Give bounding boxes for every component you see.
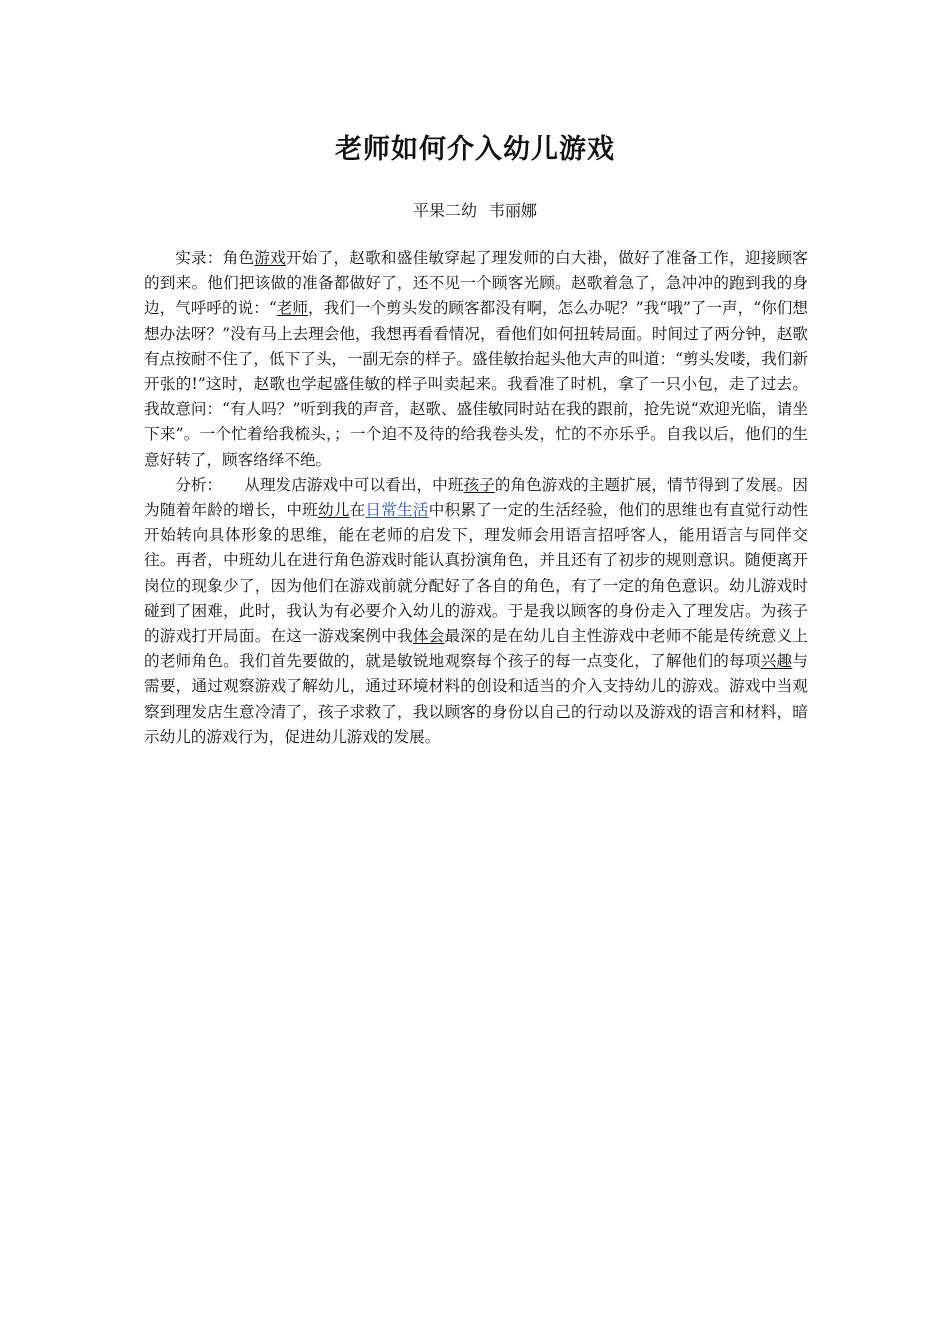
- text-run: 的角色游戏的主题扩展，情节得到了发展。因为随着年龄的增长，中班: [144, 475, 808, 520]
- text-run: 中积累了一定的生活经验，他们的思维也有直觉行动性开始转向具体形象的思维，能在老师的启发下，理发师会用语言招呼客人，能用语言与同伴交往。再者，中班幼儿在进行角色游戏时能认真扮演角色，并且还有了初步的规则意识。随便离开岗位的现象少了，因为他们在游戏前就分配好了各自的角色，有了一定的角色意识。幼儿游戏时碰到了困难，此时，我认为有必要介入幼儿的游戏。于是我以顾客的身份走入了理发店。为孩子的游戏打开局面。在这一游戏案例中我: [144, 501, 808, 646]
- text-run: 实录：角色: [175, 249, 255, 267]
- text-run: 与需要，通过观察游戏了解幼儿，通过环境材料的创设和适当的介入支持幼儿的游戏。游戏中当观察到理发店生意冷清了，孩子求救了，我以顾客的身份以自己的行动以及游戏的语言和材料，暗示幼儿的游戏行为，促进幼儿游戏的发展。: [144, 652, 808, 746]
- keyword-link-teacher[interactable]: 老师: [276, 299, 309, 318]
- document-title: 老师如何介入幼儿游戏: [335, 134, 615, 165]
- analysis-label: 分析：: [175, 475, 223, 494]
- author-name: 韦丽娜: [489, 201, 538, 220]
- text-run: 在: [349, 501, 366, 520]
- document-body: [144, 246, 808, 750]
- keyword-link-game[interactable]: 游戏: [254, 249, 286, 267]
- text-run: 最深的是在幼儿自主性游戏中老师不能是传统意义上的老师角色。我们首先要做的，就是敏锐地观察每个孩子的每一点变化，了解他们的每项: [144, 627, 808, 671]
- keyword-link-interest[interactable]: 兴趣: [760, 652, 793, 671]
- author-school: 平果二幼: [412, 201, 477, 220]
- keyword-link-preschooler[interactable]: 幼儿: [317, 501, 350, 520]
- paragraph-analysis: [144, 473, 808, 750]
- text-run: 从理发店游戏中可以看出，中班: [244, 475, 464, 494]
- keyword-link-daily-life[interactable]: 日常生活: [365, 501, 429, 520]
- text-run: ，我们一个剪头发的顾客都没有啊，怎么办呢？”我“哦”了一声，“你们想想办法呀？”没有马上去理会他，我想再看看情况，看他们如何扭转局面。时间过了两分钟，赵歌有点按耐不住了，低下了头，一副无奈的样子。盛佳敏抬起头他大声的叫道：“剪头发喽，我们新开张的!”这时，赵歌也学起盛佳敏的样子叫卖起来。我看准了时机，拿了一只小包，走了过去。我故意问：“有人吗？”听到我的声音，赵歌、盛佳敏同时站在我的跟前，抢先说“欢迎光临，请坐下来”。一个忙着给我梳头，；一个迫不及待的给我卷头发，忙的不亦乐乎。自我以后，他们的生意好转了，顾客络绎不绝。: [144, 299, 808, 469]
- keyword-link-experience[interactable]: 体会: [412, 627, 445, 646]
- keyword-link-child[interactable]: 孩子: [463, 475, 495, 494]
- author-line: [0, 198, 950, 224]
- paragraph-record: [144, 246, 808, 473]
- text-run: 开始了，赵歌和盛佳敏穿起了理发师的白大褂，做好了准备工作，迎接顾客的到来。他们把该做的准备都做好了，还不见一个顾客光顾。赵歌着急了，急冲冲的跑到我的身边，气呼呼的说：“: [144, 249, 808, 318]
